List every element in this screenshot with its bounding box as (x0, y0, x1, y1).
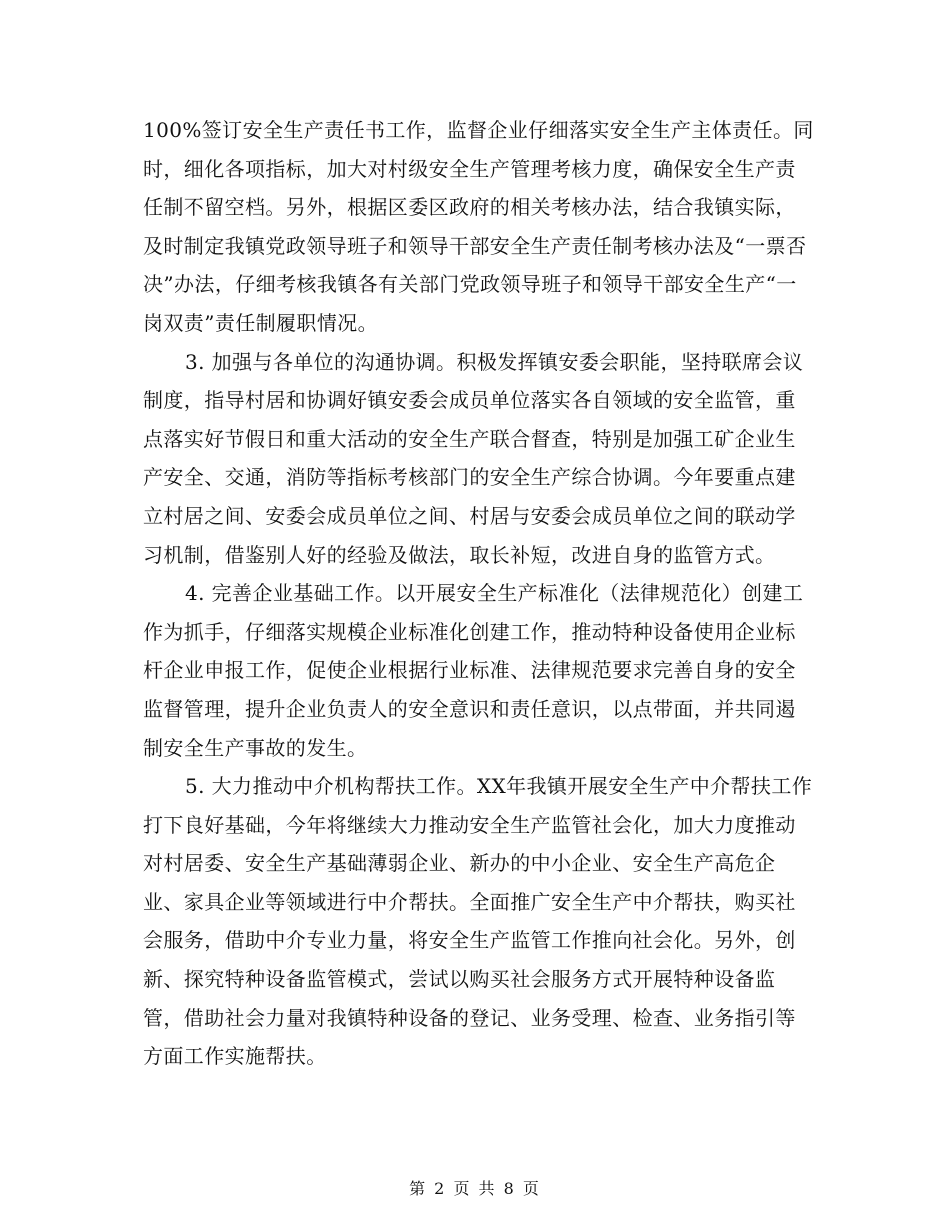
paragraph-item-5: 5. 大力推动中介机构帮扶工作。XX年我镇开展安全生产中介帮扶工作打下良好基础，今年将继续大力推动安全生产监管社会化，加大力度推动对村居委、安全生产基础薄弱企业、新办的中小企业、安全生产高危企业、家具企业等领域进行中介帮扶。全面推广安全生产中介帮扶，购买社会服务，借助中介专业力量，将安全生产监管工作推向社会化。另外，创新、探究特种设备监管模式，尝试以购买社会服务方式开展特种设备监管，借助社会力量对我镇特种设备的登记、业务受理、检查、业务指引等方面工作实施帮扶。 (143, 774, 813, 1069)
page-number-footer: 第 2 页 共 8 页 (409, 1179, 541, 1198)
paragraph-item-4: 4. 完善企业基础工作。以开展安全生产标准化（法律规范化）创建工作为抓手，仔细落实规模企业标准化创建工作，推动特种设备使用企业标杆企业申报工作，促使企业根据行业标准、法律规范要求完善自身的安全监督管理，提升企业负责人的安全意识和责任意识，以点带面，并共同遏制安全生产事故的发生。 (143, 581, 804, 760)
paragraph-item-3: 3. 加强与各单位的沟通协调。积极发挥镇安委会职能，坚持联席会议制度，指导村居和协调好镇安委会成员单位落实各自领域的安全监管，重点落实好节假日和重大活动的安全生产联合督查，特别是加强工矿企业生产安全、交通，消防等指标考核部门的安全生产综合协调。今年要重点建立村居之间、安委会成员单位之间、村居与安委会成员单位之间的联动学习机制，借鉴别人好的经验及做法，取长补短，改进自身的监管方式。 (143, 349, 804, 567)
paragraph-continuation: 100%签订安全生产责任书工作，监督企业仔细落实安全生产主体责任。同时，细化各项指标，加大对村级安全生产管理考核力度，确保安全生产责任制不留空档。另外，根据区委区政府的相关考核办法，结合我镇实际，及时制定我镇党政领导班子和领导干部安全生产责任制考核办法及“一票否决”办法，仔细考核我镇各有关部门党政领导班子和领导干部安全生产“一岗双责”责任制履职情况。 (143, 118, 814, 335)
document-body (143, 111, 815, 1076)
